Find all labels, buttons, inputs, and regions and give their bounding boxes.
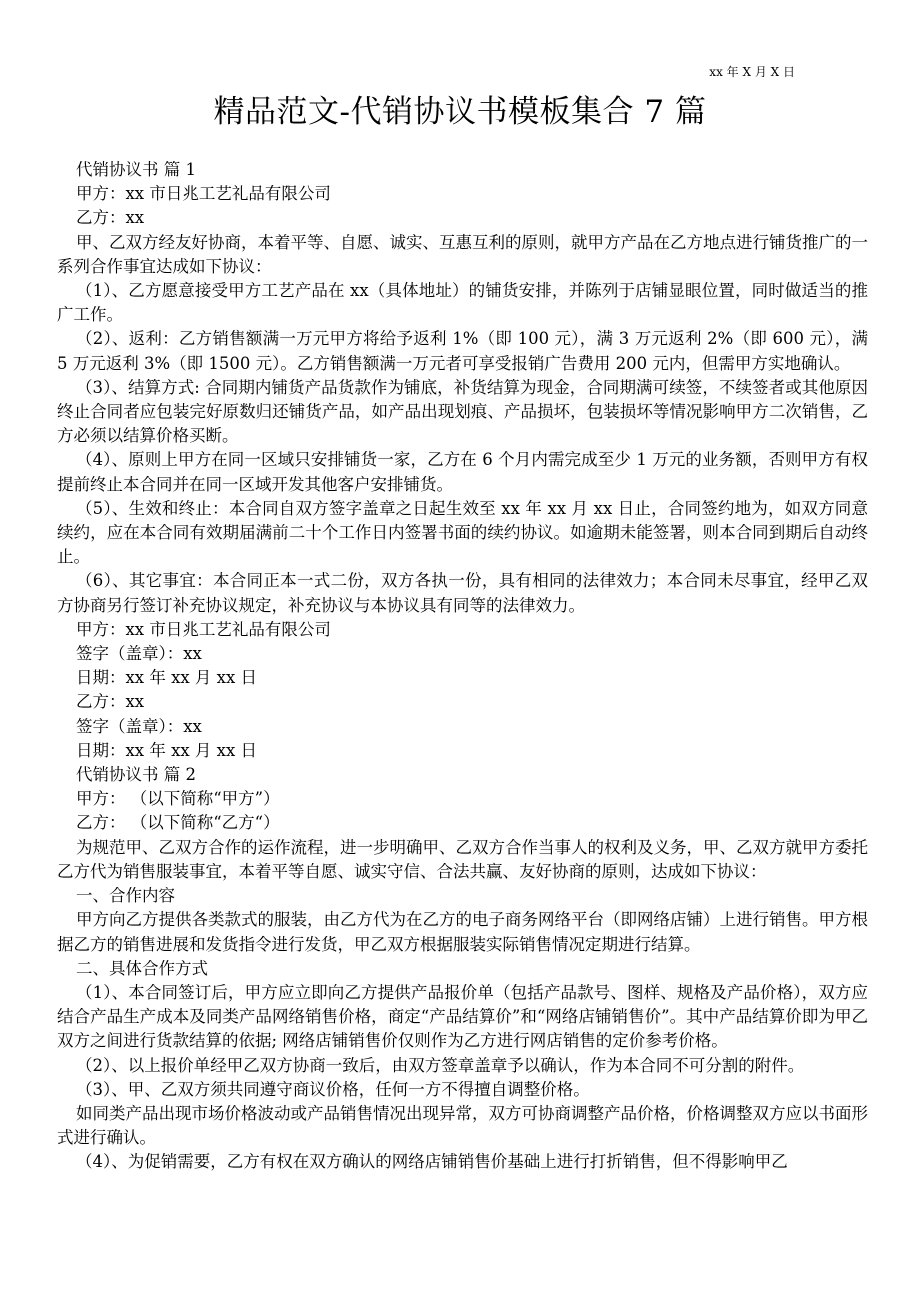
document-body	[57, 158, 868, 1175]
clause-paragraph: （4）、为促销需要，乙方有权在双方确认的网络店铺销售价基础上进行打折销售，但不得影响甲乙	[75, 1152, 788, 1172]
signature-line: 乙方：xx	[75, 692, 145, 712]
clause-paragraph: （1）、乙方愿意接受甲方工艺产品在 xx（具体地址）的铺货安排，并陈列于店铺显眼位置，同时做适当的推广工作。	[57, 281, 868, 325]
paragraph: 如同类产品出现市场价格波动或产品销售情况出现异常，双方可协商调整产品价格，价格调整双方应以书面形式进行确认。	[57, 1103, 868, 1148]
signature-line: 日期：xx 年 xx 月 xx 日	[75, 668, 258, 688]
section-heading: 代销协议书 篇 2	[75, 765, 196, 785]
party-b-line: 乙方：xx	[75, 208, 145, 228]
clause-paragraph: （6）、其它事宜：本合同正本一式二份，双方各执一份，具有相同的法律效力；本合同未尽事宜，经甲乙双方协商另行签订补充协议规定，补充协议与本协议具有同等的法律效力。	[57, 571, 868, 615]
clause-paragraph: （2）、以上报价单经甲乙双方协商一致后，由双方签章盖章予以确认，作为本合同不可分割的附件。	[75, 1055, 805, 1075]
paragraph: 为规范甲、乙双方合作的运作流程，进一步明确甲、乙双方合作当事人的权利及义务，甲、乙双方就甲方委托乙方代为销售服装事宜，本着平等自愿、诚实守信、合法共赢、友好协商的原则，达成如下协议：	[57, 837, 868, 881]
party-a-line: 甲方： （以下简称“甲方”）	[75, 789, 280, 809]
signature-line: 日期：xx 年 xx 月 xx 日	[75, 740, 258, 760]
paragraph: 甲、乙双方经友好协商，本着平等、自愿、诚实、互惠互利的原则，就甲方产品在乙方地点进行铺货推广的一系列合作事宜达成如下协议：	[57, 232, 868, 276]
subsection-heading: 二、具体合作方式	[75, 958, 208, 978]
signature-line: 签字（盖章）：xx	[75, 716, 202, 736]
clause-paragraph: （4）、原则上甲方在同一区域只安排铺货一家，乙方在 6 个月内需完成至少 1 万元的业务额，否则甲方有权提前终止本合同并在同一区域开发其他客户安排铺货。	[57, 450, 868, 494]
clause-paragraph: （2）、返利：乙方销售额满一万元甲方将给予返利 1%（即 100 元），满 3 万元返利 2%（即 600 元），满 5 万元返利 3%（即 1500 元）。乙方销售额满一万元者可享受报销广告费用 200 元内，但需甲方实地确认。	[57, 329, 868, 373]
party-b-line: 乙方： （以下简称“乙方“）	[75, 813, 280, 833]
page-title: 精品范文-代销协议书模板集合 7 篇	[213, 94, 707, 130]
signature-line: 签字（盖章）：xx	[75, 644, 202, 664]
clause-paragraph: （3）、甲、乙双方须共同遵守商议价格，任何一方不得擅自调整价格。	[75, 1079, 590, 1099]
clause-paragraph: （3）、结算方式: 合同期内铺货产品货款作为铺底，补货结算为现金，合同期满可续签，不续签者或其他原因终止合同者应包装完好原数归还铺货产品，如产品出现划痕、产品损坏，包装损坏等情况影响甲方二次销售，乙方必须以结算价格买断。	[57, 377, 868, 446]
paragraph: 甲方向乙方提供各类款式的服装，由乙方代为在乙方的电子商务网络平台（即网络店铺）上进行销售。甲方根据乙方的销售进展和发货指令进行发货，甲乙双方根据服装实际销售情况定期进行结算。	[57, 910, 868, 954]
clause-paragraph: （5）、生效和终止：本合同自双方签字盖章之日起生效至 xx 年 xx 月 xx 日止，合同签约地为，如双方同意续约，应在本合同有效期届满前二十个工作日内签署书面的续约协议。如逾期未能签署，则本合同到期后自动终止。	[57, 498, 868, 567]
clause-paragraph: （1）、本合同签订后，甲方应立即向乙方提供产品报价单（包括产品款号、图样、规格及产品价格），双方应结合产品生产成本及同类产品网络销售价格，商定“产品结算价”和“网络店铺销售价”。其中产品结算价即为甲乙双方之间进行货款结算的依据; 网络店铺销售价仅则作为乙方进行网店销售的定价参考价格。	[57, 982, 868, 1051]
date-header: xx 年 X 月 X 日	[709, 65, 795, 79]
subsection-heading: 一、合作内容	[75, 886, 175, 906]
party-a-line: 甲方：xx 市日兆工艺礼品有限公司	[75, 184, 331, 204]
signature-line: 甲方：xx 市日兆工艺礼品有限公司	[75, 619, 331, 639]
section-heading: 代销协议书 篇 1	[75, 160, 196, 179]
